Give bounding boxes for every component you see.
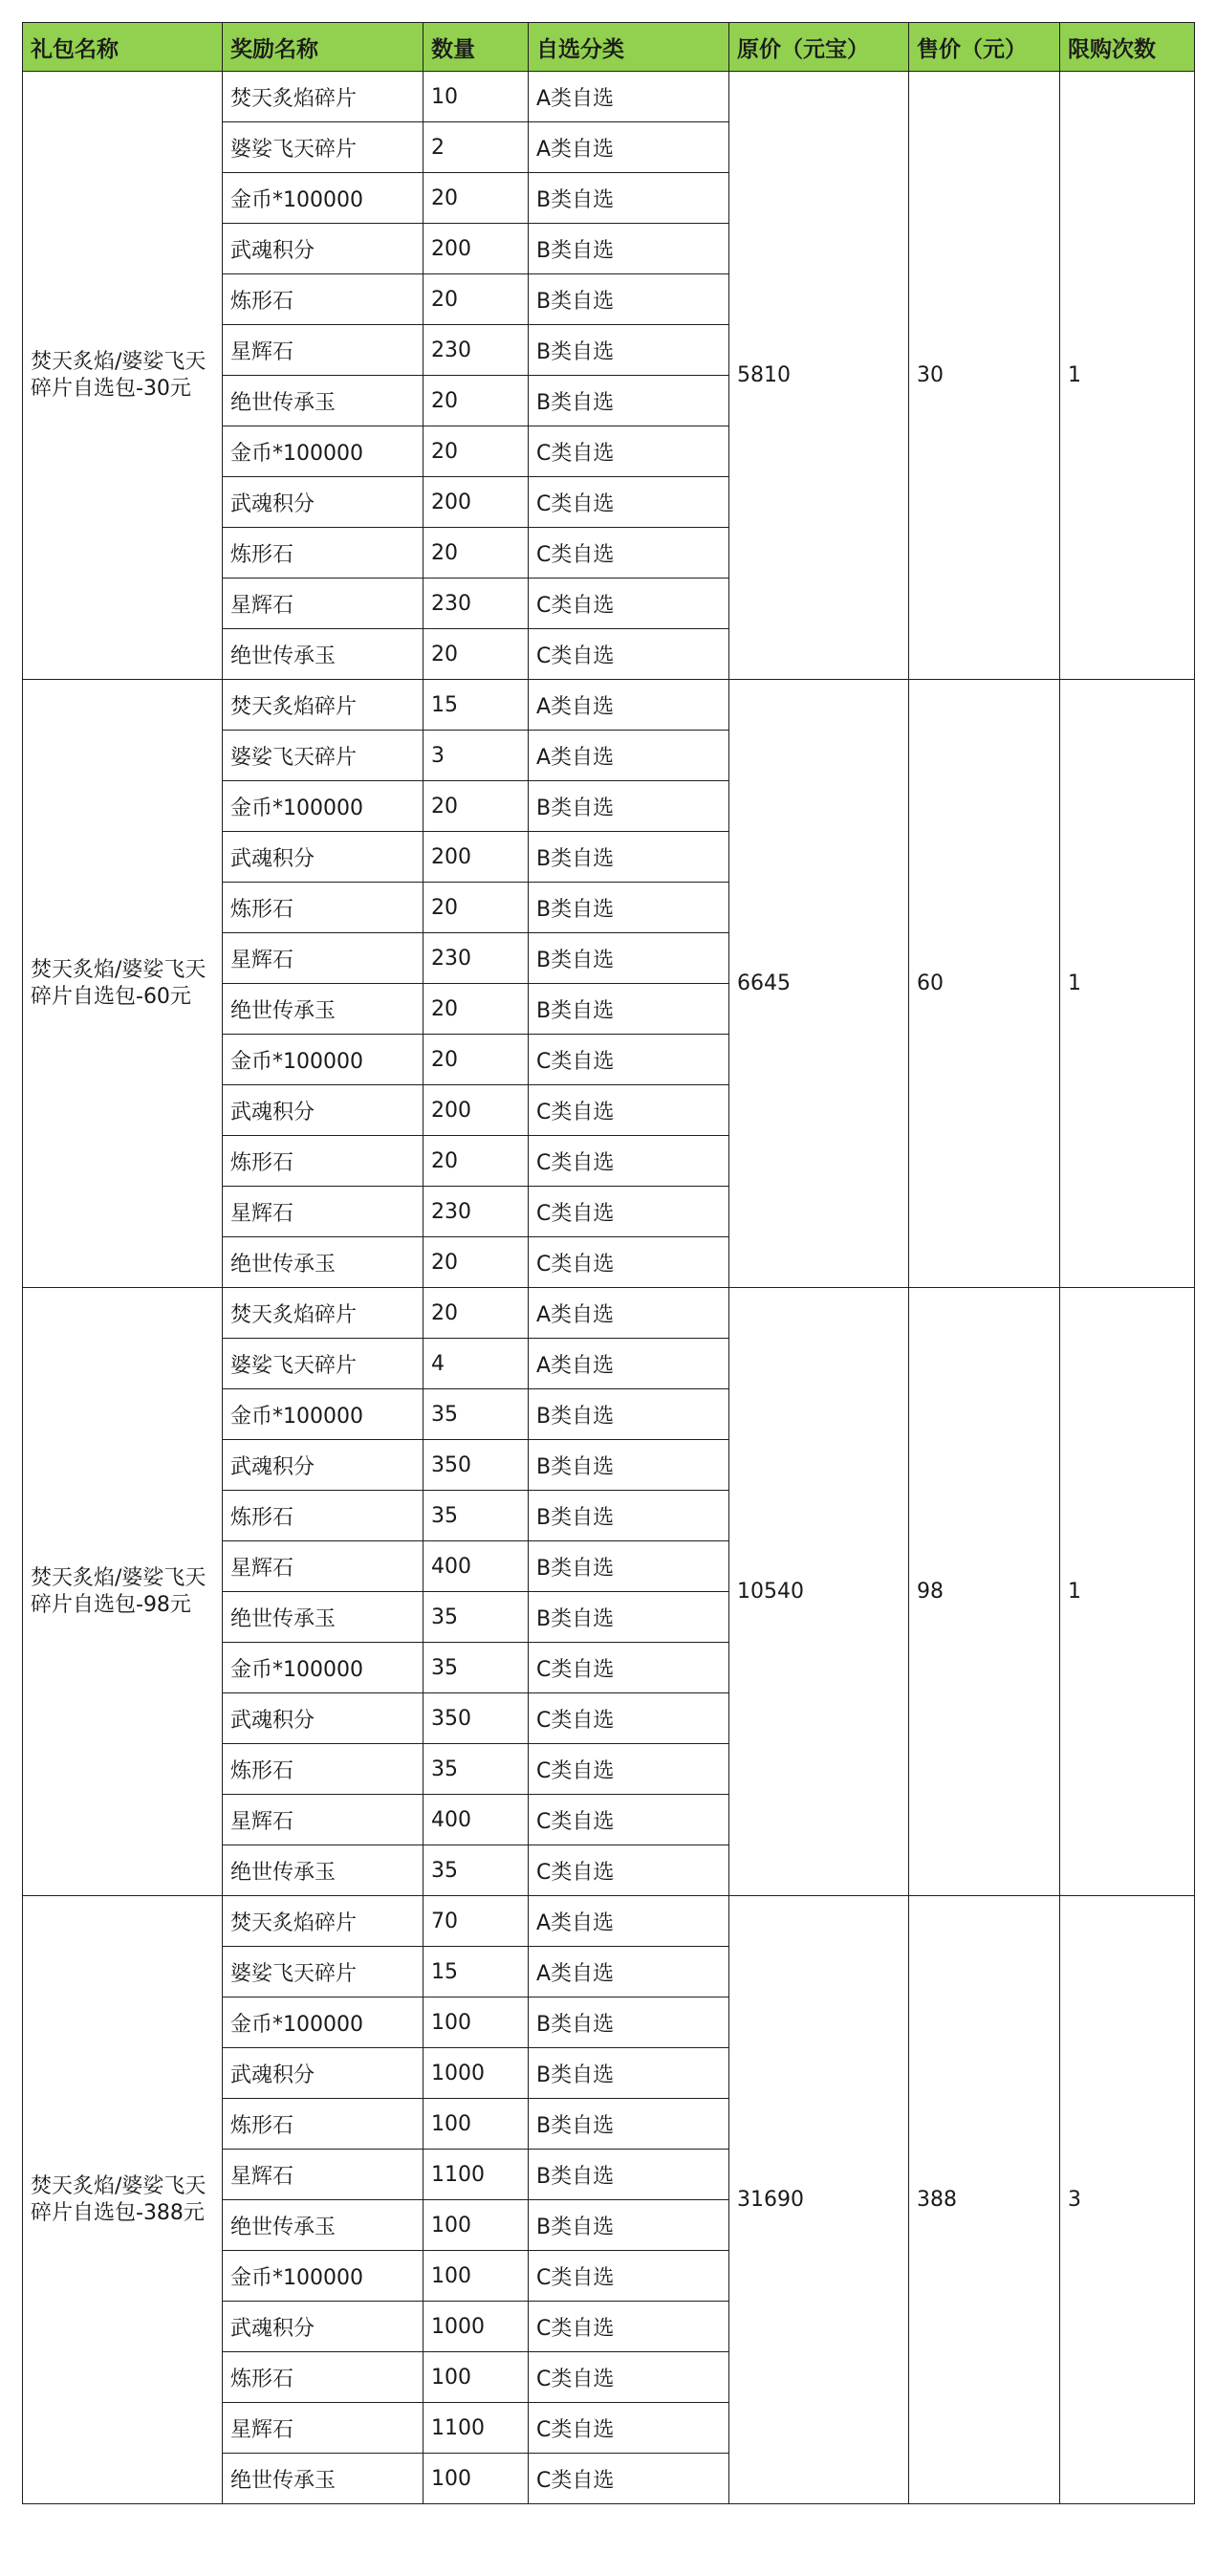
reward-name-cell: 炼形石 — [223, 1491, 423, 1541]
reward-name-cell: 星辉石 — [223, 2403, 423, 2454]
purchase-limit-cell: 1 — [1060, 1288, 1195, 1896]
reward-name-cell: 金币*100000 — [223, 1035, 423, 1085]
sale-price-cell: 30 — [909, 72, 1060, 680]
category-cell: B类自选 — [529, 883, 729, 933]
category-cell: B类自选 — [529, 933, 729, 984]
pack-name-cell: 焚天炙焰/婆娑飞天碎片自选包-60元 — [23, 680, 223, 1288]
reward-name-cell: 武魂积分 — [223, 1085, 423, 1136]
reward-name-cell: 焚天炙焰碎片 — [223, 1896, 423, 1947]
quantity-cell: 20 — [423, 528, 529, 579]
reward-name-cell: 武魂积分 — [223, 2302, 423, 2352]
category-cell: C类自选 — [529, 1187, 729, 1237]
table-body — [23, 72, 1195, 2504]
reward-name-cell: 婆娑飞天碎片 — [223, 731, 423, 781]
category-cell: C类自选 — [529, 1795, 729, 1845]
reward-name-cell: 焚天炙焰碎片 — [223, 680, 423, 731]
reward-name-cell: 绝世传承玉 — [223, 629, 423, 680]
category-cell: B类自选 — [529, 2150, 729, 2200]
category-cell: C类自选 — [529, 1136, 729, 1187]
quantity-cell: 1100 — [423, 2403, 529, 2454]
category-cell: B类自选 — [529, 325, 729, 376]
quantity-cell: 400 — [423, 1795, 529, 1845]
category-cell: A类自选 — [529, 122, 729, 173]
purchase-limit-cell: 3 — [1060, 1896, 1195, 2504]
quantity-cell: 200 — [423, 477, 529, 528]
reward-name-cell: 炼形石 — [223, 528, 423, 579]
quantity-cell: 15 — [423, 1947, 529, 1997]
quantity-cell: 200 — [423, 1085, 529, 1136]
quantity-cell: 20 — [423, 1035, 529, 1085]
category-cell: A类自选 — [529, 1339, 729, 1389]
category-cell: C类自选 — [529, 2251, 729, 2302]
quantity-cell: 230 — [423, 1187, 529, 1237]
quantity-cell: 2 — [423, 122, 529, 173]
table-row — [23, 680, 1195, 731]
header-original-price: 原价（元宝） — [729, 23, 909, 72]
category-cell: B类自选 — [529, 1592, 729, 1643]
table-row — [23, 72, 1195, 122]
original-price-cell: 10540 — [729, 1288, 909, 1896]
reward-name-cell: 炼形石 — [223, 2099, 423, 2150]
quantity-cell: 20 — [423, 274, 529, 325]
reward-name-cell: 星辉石 — [223, 325, 423, 376]
header-pack-name: 礼包名称 — [23, 23, 223, 72]
quantity-cell: 20 — [423, 984, 529, 1035]
category-cell: B类自选 — [529, 984, 729, 1035]
reward-name-cell: 焚天炙焰碎片 — [223, 72, 423, 122]
table-row — [23, 1288, 1195, 1339]
category-cell: B类自选 — [529, 1541, 729, 1592]
quantity-cell: 35 — [423, 1744, 529, 1795]
category-cell: C类自选 — [529, 1693, 729, 1744]
table-row — [23, 1896, 1195, 1947]
category-cell: C类自选 — [529, 477, 729, 528]
category-cell: B类自选 — [529, 2200, 729, 2251]
category-cell: C类自选 — [529, 1237, 729, 1288]
quantity-cell: 10 — [423, 72, 529, 122]
reward-name-cell: 绝世传承玉 — [223, 1845, 423, 1896]
quantity-cell: 20 — [423, 173, 529, 224]
category-cell: B类自选 — [529, 274, 729, 325]
category-cell: B类自选 — [529, 1997, 729, 2048]
category-cell: C类自选 — [529, 2302, 729, 2352]
category-cell: B类自选 — [529, 376, 729, 426]
quantity-cell: 15 — [423, 680, 529, 731]
reward-name-cell: 绝世传承玉 — [223, 2454, 423, 2504]
quantity-cell: 230 — [423, 579, 529, 629]
reward-name-cell: 绝世传承玉 — [223, 984, 423, 1035]
header-sale-price: 售价（元） — [909, 23, 1060, 72]
category-cell: A类自选 — [529, 731, 729, 781]
original-price-cell: 31690 — [729, 1896, 909, 2504]
quantity-cell: 1000 — [423, 2048, 529, 2099]
category-cell: C类自选 — [529, 2403, 729, 2454]
reward-name-cell: 绝世传承玉 — [223, 1592, 423, 1643]
header-category: 自选分类 — [529, 23, 729, 72]
quantity-cell: 20 — [423, 1288, 529, 1339]
reward-name-cell: 星辉石 — [223, 1541, 423, 1592]
quantity-cell: 400 — [423, 1541, 529, 1592]
reward-name-cell: 武魂积分 — [223, 2048, 423, 2099]
reward-name-cell: 武魂积分 — [223, 1693, 423, 1744]
reward-name-cell: 金币*100000 — [223, 2251, 423, 2302]
category-cell: C类自选 — [529, 1845, 729, 1896]
category-cell: B类自选 — [529, 832, 729, 883]
quantity-cell: 20 — [423, 1237, 529, 1288]
category-cell: A类自选 — [529, 72, 729, 122]
original-price-cell: 6645 — [729, 680, 909, 1288]
pack-name-cell: 焚天炙焰/婆娑飞天碎片自选包-30元 — [23, 72, 223, 680]
quantity-cell: 70 — [423, 1896, 529, 1947]
pack-name-cell: 焚天炙焰/婆娑飞天碎片自选包-98元 — [23, 1288, 223, 1896]
category-cell: B类自选 — [529, 1440, 729, 1491]
quantity-cell: 20 — [423, 376, 529, 426]
header-row — [23, 23, 1195, 72]
quantity-cell: 230 — [423, 933, 529, 984]
quantity-cell: 100 — [423, 2454, 529, 2504]
quantity-cell: 4 — [423, 1339, 529, 1389]
quantity-cell: 35 — [423, 1845, 529, 1896]
reward-name-cell: 武魂积分 — [223, 1440, 423, 1491]
quantity-cell: 35 — [423, 1491, 529, 1541]
quantity-cell: 20 — [423, 883, 529, 933]
reward-name-cell: 焚天炙焰碎片 — [223, 1288, 423, 1339]
reward-name-cell: 武魂积分 — [223, 832, 423, 883]
header-purchase-limit: 限购次数 — [1060, 23, 1195, 72]
original-price-cell: 5810 — [729, 72, 909, 680]
category-cell: C类自选 — [529, 528, 729, 579]
category-cell: A类自选 — [529, 1896, 729, 1947]
quantity-cell: 100 — [423, 1997, 529, 2048]
reward-name-cell: 绝世传承玉 — [223, 376, 423, 426]
reward-name-cell: 武魂积分 — [223, 477, 423, 528]
quantity-cell: 100 — [423, 2099, 529, 2150]
sale-price-cell: 60 — [909, 680, 1060, 1288]
reward-name-cell: 星辉石 — [223, 1187, 423, 1237]
reward-name-cell: 绝世传承玉 — [223, 2200, 423, 2251]
category-cell: B类自选 — [529, 1389, 729, 1440]
sale-price-cell: 388 — [909, 1896, 1060, 2504]
reward-name-cell: 婆娑飞天碎片 — [223, 122, 423, 173]
pack-name-cell: 焚天炙焰/婆娑飞天碎片自选包-388元 — [23, 1896, 223, 2504]
reward-name-cell: 婆娑飞天碎片 — [223, 1339, 423, 1389]
reward-name-cell: 炼形石 — [223, 274, 423, 325]
category-cell: C类自选 — [529, 1035, 729, 1085]
gift-pack-table — [22, 22, 1195, 2504]
quantity-cell: 1000 — [423, 2302, 529, 2352]
category-cell: B类自选 — [529, 2099, 729, 2150]
category-cell: C类自选 — [529, 426, 729, 477]
reward-name-cell: 金币*100000 — [223, 1643, 423, 1693]
quantity-cell: 3 — [423, 731, 529, 781]
quantity-cell: 200 — [423, 832, 529, 883]
reward-name-cell: 绝世传承玉 — [223, 1237, 423, 1288]
quantity-cell: 20 — [423, 1136, 529, 1187]
category-cell: B类自选 — [529, 2048, 729, 2099]
purchase-limit-cell: 1 — [1060, 72, 1195, 680]
header-reward-name: 奖励名称 — [223, 23, 423, 72]
quantity-cell: 20 — [423, 426, 529, 477]
reward-name-cell: 武魂积分 — [223, 224, 423, 274]
category-cell: C类自选 — [529, 629, 729, 680]
reward-name-cell: 炼形石 — [223, 1136, 423, 1187]
quantity-cell: 350 — [423, 1440, 529, 1491]
purchase-limit-cell: 1 — [1060, 680, 1195, 1288]
category-cell: A类自选 — [529, 1288, 729, 1339]
quantity-cell: 100 — [423, 2200, 529, 2251]
quantity-cell: 20 — [423, 781, 529, 832]
reward-name-cell: 婆娑飞天碎片 — [223, 1947, 423, 1997]
reward-name-cell: 炼形石 — [223, 1744, 423, 1795]
quantity-cell: 35 — [423, 1592, 529, 1643]
category-cell: B类自选 — [529, 1491, 729, 1541]
sale-price-cell: 98 — [909, 1288, 1060, 1896]
category-cell: C类自选 — [529, 579, 729, 629]
quantity-cell: 100 — [423, 2352, 529, 2403]
category-cell: A类自选 — [529, 1947, 729, 1997]
quantity-cell: 350 — [423, 1693, 529, 1744]
quantity-cell: 35 — [423, 1389, 529, 1440]
category-cell: B类自选 — [529, 224, 729, 274]
reward-name-cell: 星辉石 — [223, 1795, 423, 1845]
category-cell: B类自选 — [529, 781, 729, 832]
category-cell: C类自选 — [529, 1643, 729, 1693]
quantity-cell: 1100 — [423, 2150, 529, 2200]
reward-name-cell: 星辉石 — [223, 579, 423, 629]
reward-name-cell: 星辉石 — [223, 933, 423, 984]
quantity-cell: 100 — [423, 2251, 529, 2302]
category-cell: C类自选 — [529, 1744, 729, 1795]
category-cell: C类自选 — [529, 1085, 729, 1136]
quantity-cell: 20 — [423, 629, 529, 680]
reward-name-cell: 金币*100000 — [223, 426, 423, 477]
category-cell: A类自选 — [529, 680, 729, 731]
reward-name-cell: 金币*100000 — [223, 1997, 423, 2048]
reward-name-cell: 金币*100000 — [223, 1389, 423, 1440]
header-quantity: 数量 — [423, 23, 529, 72]
quantity-cell: 35 — [423, 1643, 529, 1693]
category-cell: C类自选 — [529, 2454, 729, 2504]
quantity-cell: 200 — [423, 224, 529, 274]
reward-name-cell: 金币*100000 — [223, 173, 423, 224]
reward-name-cell: 星辉石 — [223, 2150, 423, 2200]
reward-name-cell: 炼形石 — [223, 883, 423, 933]
reward-name-cell: 炼形石 — [223, 2352, 423, 2403]
category-cell: C类自选 — [529, 2352, 729, 2403]
category-cell: B类自选 — [529, 173, 729, 224]
reward-name-cell: 金币*100000 — [223, 781, 423, 832]
quantity-cell: 230 — [423, 325, 529, 376]
